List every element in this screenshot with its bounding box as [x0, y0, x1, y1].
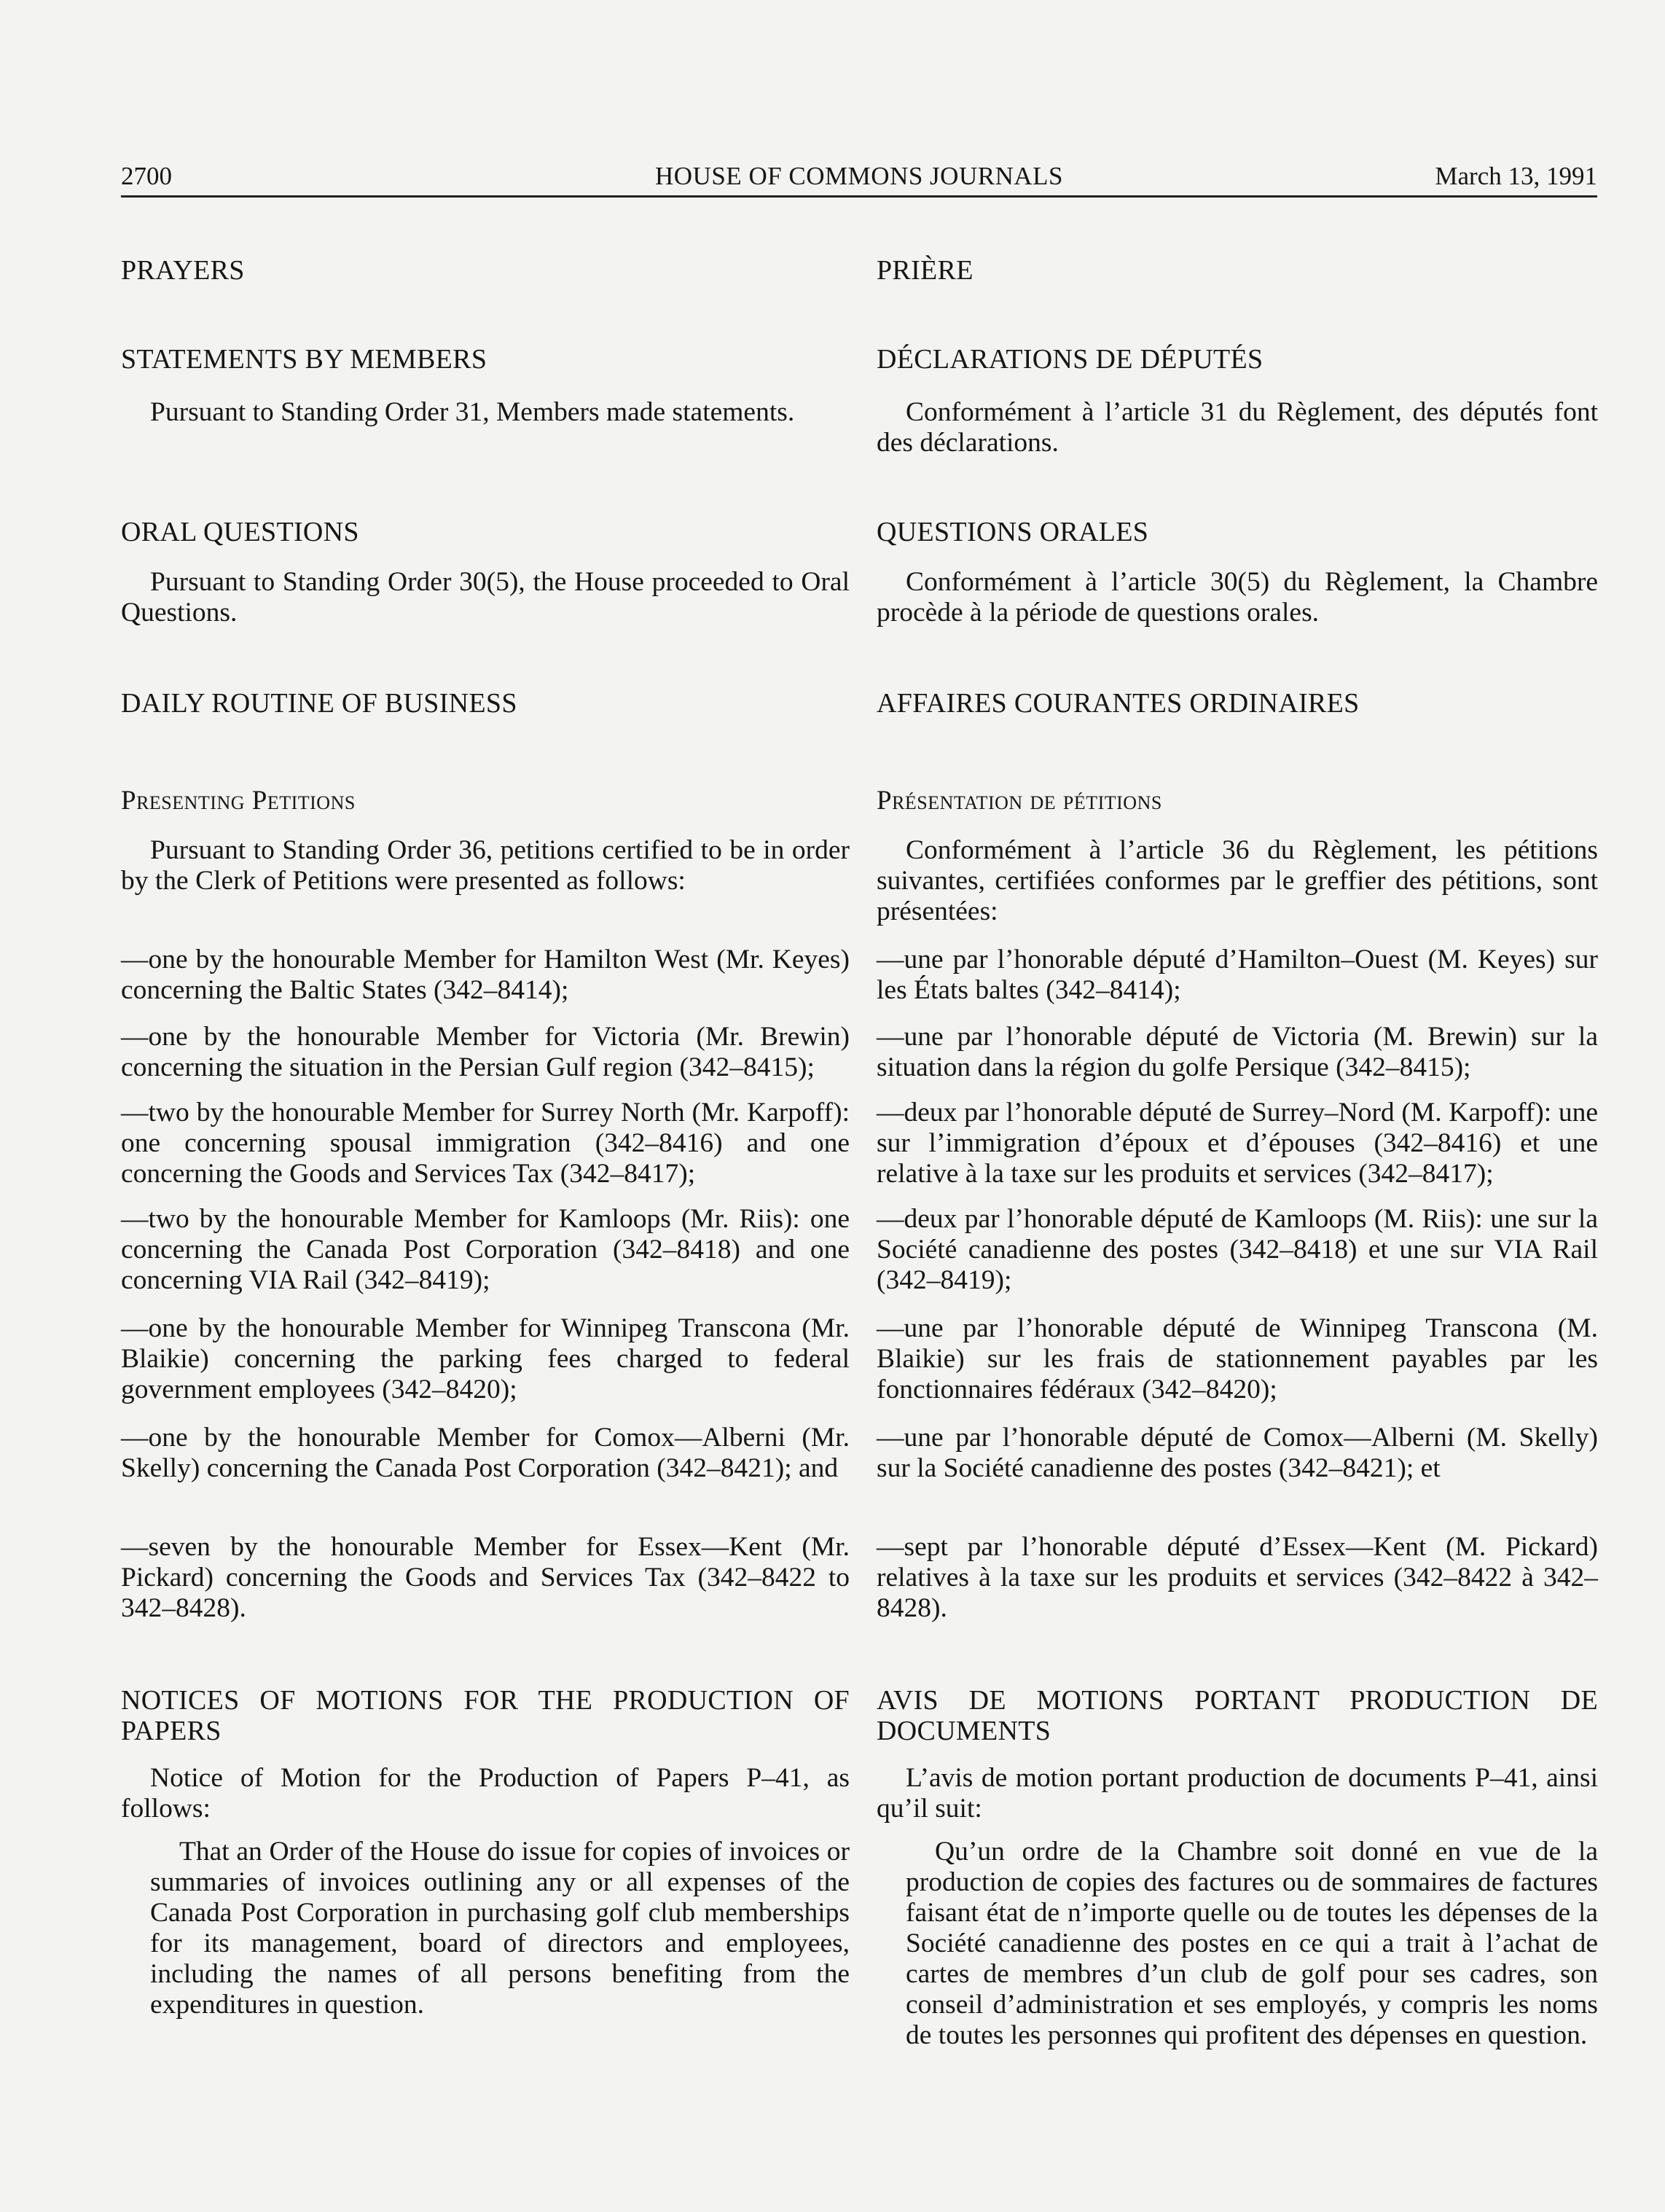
avis-heading: AVIS DE MOTIONS PORTANT PRODUCTION DE DOCUMENTS [877, 1685, 1598, 1746]
presentation-petitions-subheading: Présentation de pétitions [877, 786, 1162, 816]
petition-item-fr: —une par l’honorable député d’Hamilton–Ouest (M. Keyes) sur les États baltes (342–8414); [877, 945, 1598, 1005]
petition-item: —one by the honourable Member for Hamilton West (Mr. Keyes) concerning the Baltic States (342–8414); [121, 945, 850, 1005]
statements-heading: STATEMENTS BY MEMBERS [121, 344, 487, 375]
oral-questions-heading: ORAL QUESTIONS [121, 517, 359, 547]
petition-item: —one by the honourable Member for Comox—Alberni (Mr. Skelly) concerning the Canada Post Corporation (342–8421); and [121, 1423, 850, 1483]
journal-date: March 13, 1991 [1435, 162, 1597, 190]
daily-routine-heading: DAILY ROUTINE OF BUSINESS [121, 688, 517, 719]
petition-item: —two by the honourable Member for Surrey North (Mr. Karpoff): one concerning spousal immigration (342–8416) and one concerning the Goods and Services Tax (342–8417); [121, 1098, 850, 1189]
oral-questions-text: Pursuant to Standing Order 30(5), the House proceeded to Oral Questions. [121, 567, 850, 628]
petition-item-fr: —deux par l’honorable député de Surrey–Nord (M. Karpoff): une sur l’immigration d’époux et d’épouses (342–8416) et une relative à la taxe sur les produits et services (342–8417); [877, 1098, 1598, 1189]
questions-orales-heading: QUESTIONS ORALES [877, 517, 1149, 547]
petition-item: —one by the honourable Member for Winnipeg Transcona (Mr. Blaikie) concerning the parking fees charged to federal government employees (342–8420); [121, 1313, 850, 1404]
avis-intro: L’avis de motion portant production de documents P–41, ainsi qu’il suit: [877, 1763, 1598, 1824]
page-header [121, 159, 1597, 198]
petition-item-fr: —une par l’honorable député de Victoria (M. Brewin) sur la situation dans la région du golfe Persique (342–8415); [877, 1022, 1598, 1082]
priere-heading: PRIÈRE [877, 255, 973, 286]
avis-motion-text: Qu’un ordre de la Chambre soit donné en vue de la production de copies des factures ou de sommaires de factures faisant état de n’importe quelle ou de toutes les dépenses de la Société canadienne des postes en ce qui a trait à l’achat de cartes de membres d’un club de golf pour ses cadres, son conseil d’administration et ses employés, y compris les noms de toutes les personnes qui profitent des dépenses en question. [906, 1837, 1598, 2050]
questions-orales-text: Conformément à l’article 30(5) du Règlement, la Chambre procède à la période de questions orales. [877, 567, 1598, 628]
affaires-courantes-heading: AFFAIRES COURANTES ORDINAIRES [877, 688, 1360, 719]
petition-item: —seven by the honourable Member for Essex—Kent (Mr. Pickard) concerning the Goods and Services Tax (342–8422 to 342–8428). [121, 1532, 850, 1623]
statements-text: Pursuant to Standing Order 31, Members made statements. [150, 397, 795, 427]
declarations-text: Conformément à l’article 31 du Règlement, des députés font des déclarations. [877, 397, 1598, 458]
petition-item: —two by the honourable Member for Kamloops (Mr. Riis): one concerning the Canada Post Corporation (342–8418) and one concerning VIA Rail (342–8419); [121, 1204, 850, 1295]
presenting-petitions-subheading: Presenting Petitions [121, 786, 356, 816]
notices-intro: Notice of Motion for the Production of Papers P–41, as follows: [121, 1763, 850, 1824]
journal-title: HOUSE OF COMMONS JOURNALS [655, 162, 1063, 190]
declarations-heading: DÉCLARATIONS DE DÉPUTÉS [877, 344, 1264, 375]
petitions-intro: Pursuant to Standing Order 36, petitions certified to be in order by the Clerk of Petitions were presented as follows: [121, 835, 850, 896]
notices-motion-text: That an Order of the House do issue for copies of invoices or summaries of invoices outlining any or all expenses of the Canada Post Corporation in purchasing golf club memberships for its management, board of directors and employees, including the names of all persons benefiting from the expenditures in question. [150, 1837, 850, 2020]
petition-item-fr: —une par l’honorable député de Comox—Alberni (M. Skelly) sur la Société canadienne des postes (342–8421); et [877, 1423, 1598, 1483]
petition-item: —one by the honourable Member for Victoria (Mr. Brewin) concerning the situation in the Persian Gulf region (342–8415); [121, 1022, 850, 1082]
petition-item-fr: —deux par l’honorable député de Kamloops (M. Riis): une sur la Société canadienne des postes (342–8418) et une sur VIA Rail (342–8419); [877, 1204, 1598, 1295]
prayers-heading: PRAYERS [121, 255, 245, 286]
petition-item-fr: —une par l’honorable député de Winnipeg Transcona (M. Blaikie) sur les frais de stationnement payables par les fonctionnaires fédéraux (342–8420); [877, 1313, 1598, 1404]
notices-heading: NOTICES OF MOTIONS FOR THE PRODUCTION OF PAPERS [121, 1685, 850, 1746]
petition-item-fr: —sept par l’honorable député d’Essex—Kent (M. Pickard) relatives à la taxe sur les produits et services (342–8422 à 342–8428). [877, 1532, 1598, 1623]
petitions-intro-fr: Conformément à l’article 36 du Règlement, les pétitions suivantes, certifiées conformes par le greffier des pétitions, sont présentées: [877, 835, 1598, 926]
page-number: 2700 [121, 162, 172, 190]
